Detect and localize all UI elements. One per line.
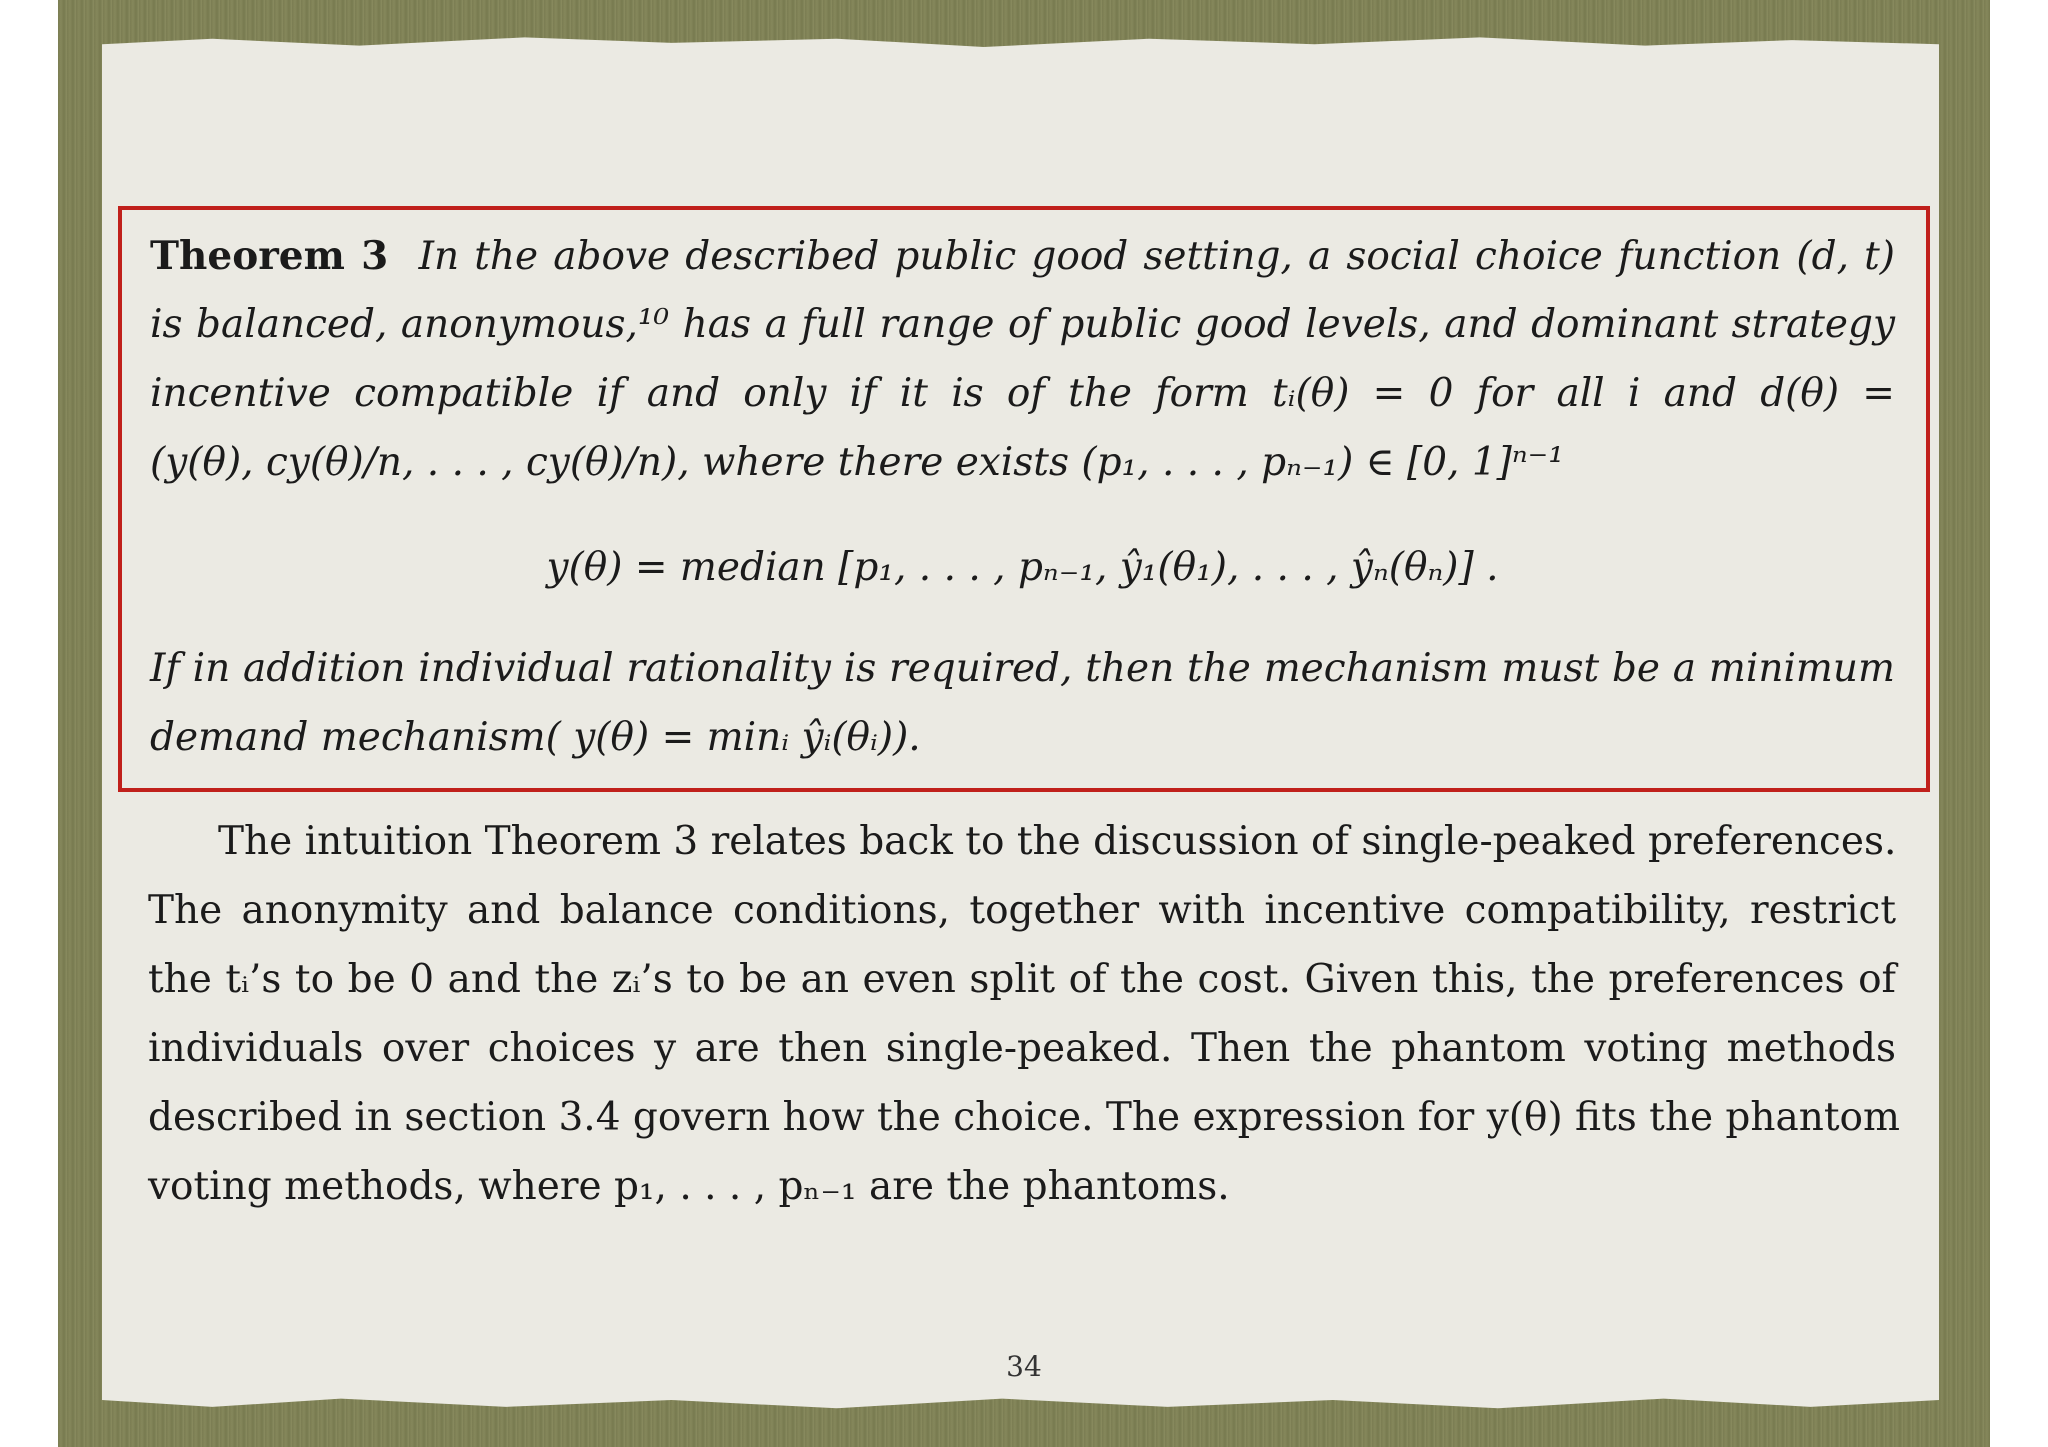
- theorem-line-1: Theorem 3 In the above described public good setting, a social choice function (d, t): [150, 233, 1896, 279]
- paragraph-line-2: The anonymity and balance conditions, together with incentive compatibility, restrict: [148, 888, 1896, 933]
- paragraph-line-1: The intuition Theorem 3 relates back to the discussion of single-peaked preferences.: [218, 819, 1897, 864]
- theorem-line-2: is balanced, anonymous,¹⁰ has a full range of public good levels, and dominant strategy: [150, 302, 1895, 347]
- theorem-label: Theorem 3: [150, 233, 389, 279]
- paragraph-line-5: described in section 3.4 govern how the choice. The expression for y(θ) fits the phantom: [148, 1095, 1901, 1140]
- paragraph-line-6: voting methods, where p₁, . . . , pₙ₋₁ are the phantoms.: [148, 1164, 1230, 1209]
- ir-line-1: If in addition individual rationality is required, then the mechanism must be a minimum: [150, 646, 1895, 691]
- page-number: 34: [1006, 1350, 1042, 1383]
- theorem-line-3: incentive compatible if and only if it is of the form tᵢ(θ) = 0 for all i and d(θ) =: [150, 371, 1895, 416]
- median-equation: y(θ) = median [p₁, . . . , pₙ₋₁, ŷ₁(θ₁), . . . , ŷₙ(θₙ)] .: [546, 545, 1499, 590]
- ir-line-2: demand mechanism( y(θ) = minᵢ ŷᵢ(θᵢ)).: [150, 715, 921, 760]
- theorem-line-4: (y(θ), cy(θ)/n, . . . , cy(θ)/n), where there exists (p₁, . . . , pₙ₋₁) ∈ [0, 1]ⁿ⁻¹: [150, 440, 1564, 485]
- paragraph-line-3: the tᵢ’s to be 0 and the zᵢ’s to be an even split of the cost. Given this, the preferences of: [148, 957, 1896, 1002]
- paragraph-line-4: individuals over choices y are then single-peaked. Then the phantom voting methods: [148, 1026, 1896, 1071]
- theorem-box: [118, 206, 1930, 792]
